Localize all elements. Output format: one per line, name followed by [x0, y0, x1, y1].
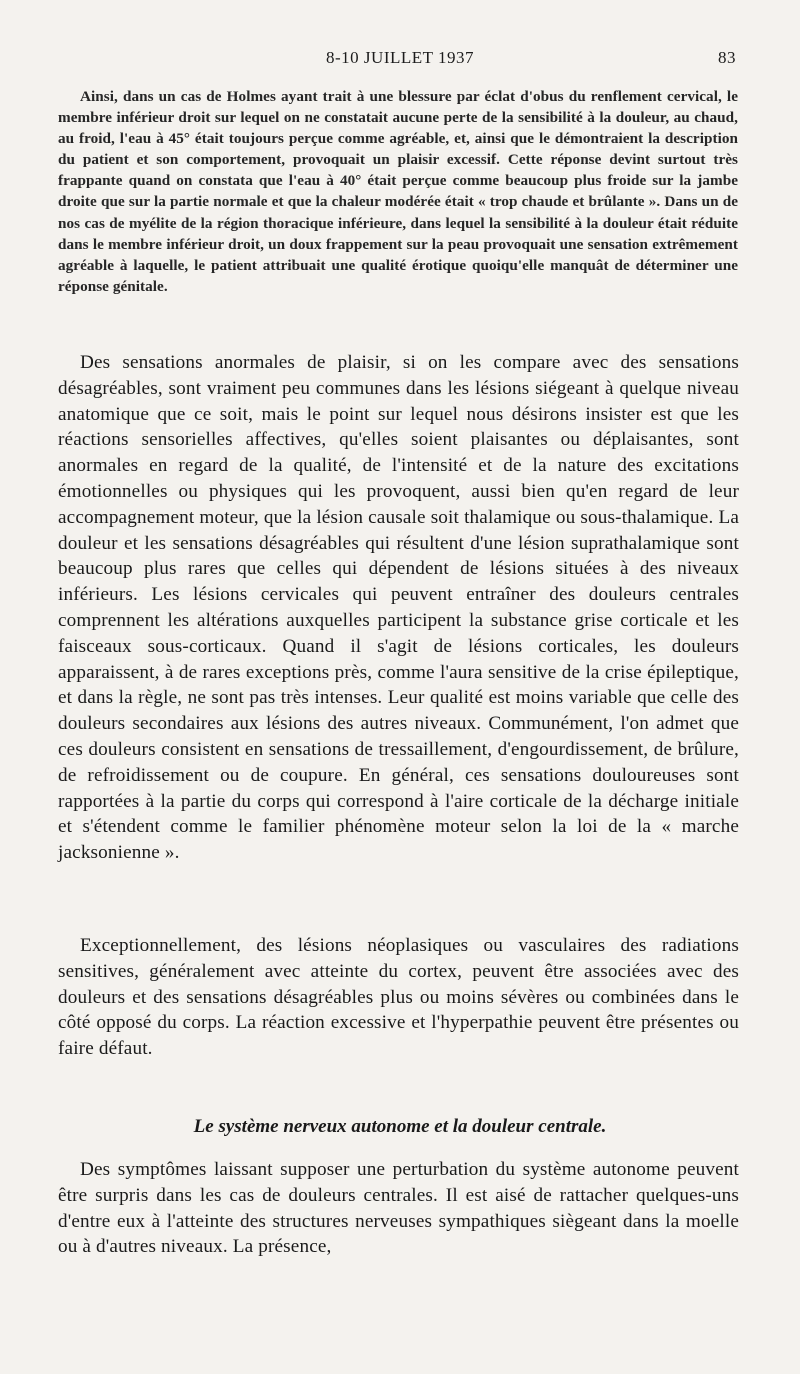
- header-date: 8-10 JUILLET 1937: [326, 48, 474, 67]
- running-header: [0, 48, 800, 74]
- section-heading: Le système nerveux autonome et la douleur centrale.: [193, 1116, 607, 1137]
- small-print-paragraph: Ainsi, dans un cas de Holmes ayant trait à une blessure par éclat d'obus du renflement cervical, le membre inférieur droit sur lequel on ne constatait aucune perte de la sensibilité à la douleur, au chaud, au froid, l'eau à 45° était toujours perçue comme agréable, et, ainsi que le démontraient la description du patient et son comportement, provoquait un plaisir excessif. Cette réponse devint surtout très frappante quand on constata que l'eau à 40° était perçue comme beaucoup plus froide sur la jambe droite que sur la partie normale et que la chaleur modérée était « trop chaude et brûlante ». Dans un de nos cas de myélite de la région thoracique inférieure, dans lequel la sensibilité à la douleur était réduite dans le membre inférieur droit, un doux frappement sur la peau provoquait une sensation extrêmement agréable à laquelle, le patient attribuait une qualité érotique quoiqu'elle manquât de déterminer une réponse génitale.: [58, 88, 738, 295]
- body-paragraph-1: Des sensations anormales de plaisir, si on les compare avec des sensations désagréables, sont vraiment peu communes dans les lésions siégeant à quelque niveau anatomique que ce soit, mais le point sur lequel nous désirons insister est que les réactions sensorielles affectives, qu'elles soient plaisantes ou déplaisantes, sont anormales en regard de la qualité, de l'intensité et de la nature des excitations émotionnelles ou physiques qui les provoquent, aussi bien qu'en regard de leur accompagnement moteur, que la lésion causale soit thalamique ou sous-thalamique. La douleur et les sensations désagréables qui résultent d'une lésion suprathalamique sont beaucoup plus rares que celles qui dépendent de lésions situées à des niveaux inférieurs. Les lésions cervicales qui peuvent entraîner des douleurs centrales comprennent les altérations auxquelles participent la substance grise corticale et les faisceaux sous-corticaux. Quand il s'agit de lésions corticales, les douleurs apparaissent, à de rares exceptions près, comme l'aura sensitive de la crise épileptique, et dans la règle, ne sont pas très intenses. Leur qualité est moins variable que celle des douleurs secondaires aux lésions des autres niveaux. Communément, l'on admet que ces douleurs consistent en sensations de tressaillement, d'engourdissement, de brûlure, de refroidissement ou de coupure. En général, ces sensations douloureuses sont rapportées à la partie du corps qui correspond à l'aire corticale de la décharge initiale et s'étendent comme le familier phénomène moteur selon la loi de la « marche jacksonienne ».: [58, 352, 739, 864]
- page-number: 83: [718, 48, 736, 67]
- body-paragraph-2: Exceptionnellement, des lésions néoplasiques ou vasculaires des radiations sensitives, généralement avec atteinte du cortex, peuvent être associées avec des douleurs et des sensations désagréables plus ou moins sévères ou combinées dans le côté opposé du corps. La réaction excessive et l'hyperpathie peuvent être présentes ou faire défaut.: [58, 935, 739, 1060]
- body-paragraph-3: Des symptômes laissant supposer une perturbation du système autonome peuvent être surpris dans les cas de douleurs centrales. Il est aisé de rattacher quelques-uns d'entre eux à l'atteinte des structures nerveuses sympathiques siègeant dans la moelle ou à d'autres niveaux. La présence,: [58, 1159, 739, 1258]
